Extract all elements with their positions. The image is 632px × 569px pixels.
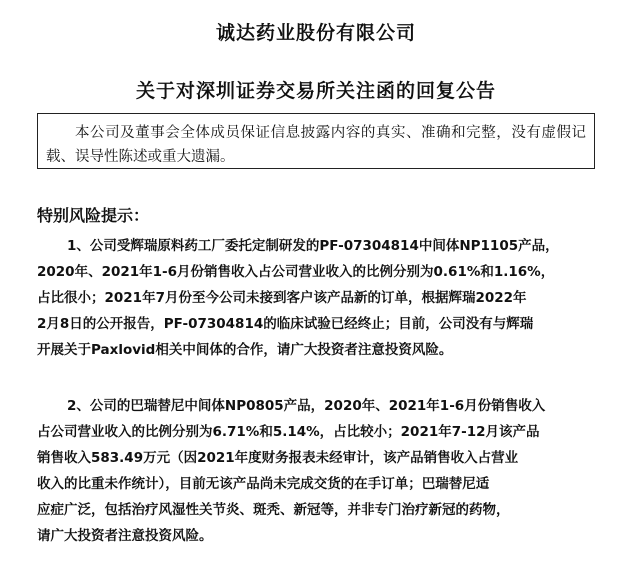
paragraph-line: 开展关于Paxlovid相关中间体的合作，请广大投资者注意投资风险。 <box>37 342 453 358</box>
paragraph-line: 应症广泛，包括治疗风湿性关节炎、斑秃、新冠等，并非专门治疗新冠的药物， <box>37 502 510 518</box>
paragraph-line: 2020年、2021年1-6月份销售收入占公司营业收入的比例分别为0.61%和1.16%， <box>37 264 555 280</box>
disclaimer-notice-box: 本公司及董事会全体成员保证信息披露内容的真实、准确和完整，没有虚假记载、误导性陈述或重大遗漏。 <box>37 113 595 169</box>
risk-paragraph-1 <box>37 233 595 363</box>
risk-paragraph-2 <box>37 393 595 549</box>
company-title: 诚达药业股份有限公司 <box>215 22 416 44</box>
announcement-title: 关于对深圳证券交易所关注函的回复公告 <box>135 80 496 102</box>
paragraph-line: 1、公司受辉瑞原料药工厂委托定制研发的PF-07304814中间体NP1105产品， <box>67 238 559 254</box>
paragraph-line: 占公司营业收入的比例分别为6.71%和5.14%，占比较小；2021年7-12月该产品 <box>37 424 540 440</box>
paragraph-line: 请广大投资者注意投资风险。 <box>37 528 213 544</box>
paragraph-line: 2月8日的公开报告，PF-07304814的临床试验已经终止；目前，公司没有与辉瑞 <box>37 316 534 332</box>
paragraph-line: 2、公司的巴瑞替尼中间体NP0805产品，2020年、2021年1-6月份销售收入 <box>67 398 546 414</box>
paragraph-line: 占比很小；2021年7月份至今公司未接到客户该产品新的订单，根据辉瑞2022年 <box>37 290 527 306</box>
paragraph-line: 销售收入583.49万元（因2021年度财务报表未经审计，该产品销售收入占营业 <box>37 450 519 466</box>
paragraph-line: 收入的比重未作统计），目前无该产品尚未完成交货的在手订单；巴瑞替尼适 <box>37 476 490 492</box>
risk-warning-heading: 特别风险提示： <box>37 206 150 225</box>
